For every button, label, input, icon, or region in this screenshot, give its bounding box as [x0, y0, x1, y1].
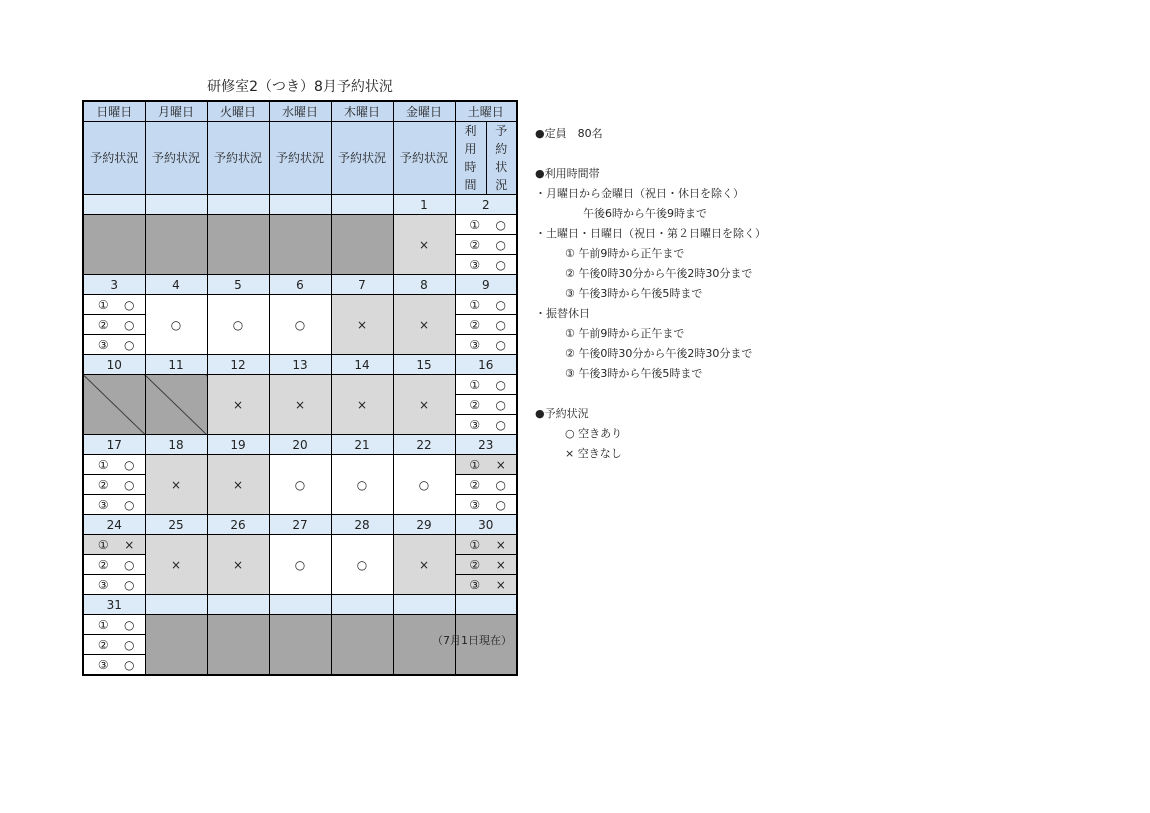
weekday-header: 土曜日 — [455, 101, 517, 122]
slot-status — [83, 455, 145, 475]
day-status — [331, 295, 393, 355]
open-mark: ○ — [495, 217, 506, 232]
status-subheader-row — [83, 122, 517, 195]
calendar-body — [83, 101, 517, 675]
day-status — [269, 455, 331, 515]
day-status — [393, 295, 455, 355]
slot-number: ② — [97, 637, 109, 652]
slot-number: ② — [469, 317, 481, 332]
weekday-header: 水曜日 — [269, 101, 331, 122]
full-mark: × — [495, 557, 506, 572]
day-number — [269, 195, 331, 215]
slot-status — [83, 495, 145, 515]
open-mark: ○ — [124, 457, 135, 472]
status-subheader: 予約状況 — [207, 122, 269, 195]
day-status — [393, 455, 455, 515]
status-row — [83, 535, 517, 555]
time-subheader — [455, 122, 486, 195]
weekend-label: ・土曜日・日曜日（祝日・第２日曜日を除く） — [535, 227, 766, 240]
day-number — [207, 195, 269, 215]
full-mark: × — [356, 397, 368, 412]
full-mark: × — [418, 557, 430, 572]
slot-status — [83, 575, 145, 595]
day-number: 21 — [331, 435, 393, 455]
day-number: 30 — [455, 515, 517, 535]
day-status — [393, 535, 455, 595]
day-number-row — [83, 275, 517, 295]
full-mark: × — [418, 397, 430, 412]
weekday-header: 日曜日 — [83, 101, 145, 122]
day-number: 8 — [393, 275, 455, 295]
day-number — [83, 195, 145, 215]
open-mark: ○ — [124, 337, 135, 352]
slot-status — [83, 555, 145, 575]
slot-number: ① — [97, 297, 109, 312]
day-number: 6 — [269, 275, 331, 295]
day-status — [145, 295, 207, 355]
open-mark: ○ — [495, 377, 506, 392]
slot-number: ③ — [469, 337, 481, 352]
unavailable-cell — [145, 215, 207, 275]
open-mark: ○ — [124, 497, 135, 512]
status-subheader: 予約状況 — [145, 122, 207, 195]
day-number — [269, 595, 331, 615]
closed-cell — [145, 375, 207, 435]
day-number — [207, 595, 269, 615]
slot-status — [455, 415, 517, 435]
slot-number: ③ — [469, 257, 481, 272]
day-number: 17 — [83, 435, 145, 455]
open-mark: ○ — [495, 317, 506, 332]
day-number-row — [83, 435, 517, 455]
status-open: ○ 空きあり — [565, 427, 623, 440]
slot-number: ① — [469, 457, 481, 472]
open-mark: ○ — [124, 557, 135, 572]
holiday-slot: ③ 午後3時から午後5時まで — [565, 367, 703, 380]
slot-number: ① — [97, 537, 109, 552]
calendar-title: 研修室2（つき）8月予約状況 — [207, 79, 393, 95]
open-mark: ○ — [495, 337, 506, 352]
day-number: 26 — [207, 515, 269, 535]
slot-status — [455, 235, 517, 255]
slot-number: ② — [469, 397, 481, 412]
slot-number: ③ — [97, 497, 109, 512]
slot-status — [83, 335, 145, 355]
day-number: 19 — [207, 435, 269, 455]
day-number-row — [83, 355, 517, 375]
day-number: 11 — [145, 355, 207, 375]
day-number: 13 — [269, 355, 331, 375]
hours-heading: ●利用時間帯 — [535, 167, 600, 180]
open-mark: ○ — [495, 257, 506, 272]
slot-status — [83, 475, 145, 495]
open-mark: ○ — [170, 317, 182, 332]
open-mark: ○ — [356, 477, 368, 492]
day-number: 16 — [455, 355, 517, 375]
slot-status — [455, 395, 517, 415]
as-of-date: （7月1日現在） — [432, 634, 512, 647]
slot-number: ② — [97, 557, 109, 572]
day-number: 9 — [455, 275, 517, 295]
holiday-slot: ① 午前9時から正午まで — [565, 327, 685, 340]
day-number: 2 — [455, 195, 517, 215]
slot-status — [455, 295, 517, 315]
open-mark: ○ — [232, 317, 244, 332]
open-mark: ○ — [294, 557, 306, 572]
slot-number: ③ — [469, 577, 481, 592]
weekend-slot: ③ 午後3時から午後5時まで — [565, 287, 703, 300]
slot-number: ③ — [97, 337, 109, 352]
full-mark: × — [495, 537, 506, 552]
slot-number: ① — [97, 617, 109, 632]
day-number — [331, 195, 393, 215]
open-mark: ○ — [124, 577, 135, 592]
slot-number: ② — [97, 477, 109, 492]
slot-number: ① — [469, 217, 481, 232]
full-mark: × — [232, 557, 244, 572]
slot-status — [455, 335, 517, 355]
weekday-header: 火曜日 — [207, 101, 269, 122]
slot-status — [83, 295, 145, 315]
full-mark: × — [170, 477, 182, 492]
slot-status — [455, 455, 517, 475]
time-subheader-label: 利用時間 — [464, 124, 477, 192]
day-number — [455, 595, 517, 615]
slot-status — [455, 375, 517, 395]
day-status — [331, 535, 393, 595]
day-status — [207, 295, 269, 355]
slot-number: ③ — [97, 577, 109, 592]
day-number: 10 — [83, 355, 145, 375]
full-mark: × — [170, 557, 182, 572]
day-status — [269, 535, 331, 595]
slot-number: ③ — [469, 417, 481, 432]
day-status — [393, 215, 455, 275]
weekday-time: 午後6時から午後9時まで — [583, 207, 707, 220]
day-number: 18 — [145, 435, 207, 455]
status-subheader: 予約状況 — [269, 122, 331, 195]
full-mark: × — [294, 397, 306, 412]
reservation-calendar — [82, 100, 518, 676]
slot-status — [455, 555, 517, 575]
status-full: × 空きなし — [565, 447, 622, 460]
slot-number: ① — [469, 537, 481, 552]
slot-status — [455, 535, 517, 555]
capacity: ●定員 80名 — [535, 127, 603, 140]
unavailable-cell — [207, 215, 269, 275]
slot-status — [455, 475, 517, 495]
slot-number: ② — [97, 317, 109, 332]
slot-status — [455, 495, 517, 515]
status-row — [83, 375, 517, 395]
full-mark: × — [418, 237, 430, 252]
slot-status — [455, 575, 517, 595]
open-mark: ○ — [356, 557, 368, 572]
status-heading: ●予約状況 — [535, 407, 589, 420]
full-mark: × — [232, 397, 244, 412]
unavailable-cell — [83, 215, 145, 275]
day-status — [145, 455, 207, 515]
day-number — [393, 595, 455, 615]
full-mark: × — [495, 577, 506, 592]
slot-status — [83, 535, 145, 555]
status-subheader-label: 予約状況 — [495, 124, 508, 192]
full-mark: × — [495, 457, 506, 472]
slot-number: ③ — [97, 657, 109, 672]
day-status — [207, 455, 269, 515]
open-mark: ○ — [124, 477, 135, 492]
day-status — [393, 375, 455, 435]
open-mark: ○ — [495, 397, 506, 412]
slot-number: ② — [469, 477, 481, 492]
unavailable-cell — [269, 215, 331, 275]
open-mark: ○ — [495, 497, 506, 512]
open-mark: ○ — [124, 617, 135, 632]
status-subheader: 予約状況 — [331, 122, 393, 195]
slot-number: ① — [469, 297, 481, 312]
slot-number: ① — [97, 457, 109, 472]
status-row — [83, 295, 517, 315]
open-mark: ○ — [124, 637, 135, 652]
slot-number: ③ — [469, 497, 481, 512]
slot-number: ② — [469, 237, 481, 252]
slot-number: ② — [469, 557, 481, 572]
day-number-row — [83, 515, 517, 535]
weekday-header-row — [83, 101, 517, 122]
day-status — [331, 375, 393, 435]
full-mark: × — [418, 317, 430, 332]
day-number: 31 — [83, 595, 145, 615]
slot-status — [455, 255, 517, 275]
open-mark: ○ — [495, 477, 506, 492]
open-mark: ○ — [124, 297, 135, 312]
holiday-slot: ② 午後0時30分から午後2時30分まで — [565, 347, 753, 360]
full-mark: × — [124, 537, 135, 552]
day-number: 5 — [207, 275, 269, 295]
status-row — [83, 455, 517, 475]
day-number: 12 — [207, 355, 269, 375]
slot-status — [455, 215, 517, 235]
slot-status — [455, 315, 517, 335]
slot-status — [83, 655, 145, 676]
day-number: 20 — [269, 435, 331, 455]
full-mark: × — [356, 317, 368, 332]
slot-status — [83, 315, 145, 335]
day-number: 3 — [83, 275, 145, 295]
open-mark: ○ — [124, 317, 135, 332]
day-status — [331, 455, 393, 515]
day-number-row — [83, 195, 517, 215]
weekday-header: 金曜日 — [393, 101, 455, 122]
day-number — [145, 195, 207, 215]
status-subheader: 予約状況 — [393, 122, 455, 195]
day-number: 14 — [331, 355, 393, 375]
day-number — [145, 595, 207, 615]
status-subheader: 予約状況 — [83, 122, 145, 195]
slot-number: ① — [469, 377, 481, 392]
day-number: 23 — [455, 435, 517, 455]
status-row — [83, 215, 517, 235]
open-mark: ○ — [495, 297, 506, 312]
day-status — [207, 535, 269, 595]
weekday-label: ・月曜日から金曜日（祝日・休日を除く） — [535, 187, 744, 200]
day-number: 4 — [145, 275, 207, 295]
day-number: 24 — [83, 515, 145, 535]
day-number — [331, 595, 393, 615]
day-number: 27 — [269, 515, 331, 535]
day-status — [145, 535, 207, 595]
full-mark: × — [232, 477, 244, 492]
day-number: 15 — [393, 355, 455, 375]
day-number: 7 — [331, 275, 393, 295]
open-mark: ○ — [495, 417, 506, 432]
weekday-header: 木曜日 — [331, 101, 393, 122]
legend — [535, 124, 1125, 464]
day-number: 29 — [393, 515, 455, 535]
day-status — [269, 295, 331, 355]
day-number-row — [83, 595, 517, 615]
open-mark: ○ — [124, 657, 135, 672]
day-status — [269, 375, 331, 435]
open-mark: ○ — [294, 477, 306, 492]
unavailable-cell — [331, 215, 393, 275]
day-number: 22 — [393, 435, 455, 455]
day-number: 25 — [145, 515, 207, 535]
weekend-slot: ② 午後0時30分から午後2時30分まで — [565, 267, 753, 280]
day-status — [207, 375, 269, 435]
weekday-header: 月曜日 — [145, 101, 207, 122]
day-number: 28 — [331, 515, 393, 535]
closed-cell — [83, 375, 145, 435]
day-number: 1 — [393, 195, 455, 215]
weekend-slot: ① 午前9時から正午まで — [565, 247, 685, 260]
open-mark: ○ — [418, 477, 430, 492]
holiday-label: ・振替休日 — [535, 307, 590, 320]
status-subheader — [486, 122, 517, 195]
open-mark: ○ — [495, 237, 506, 252]
open-mark: ○ — [294, 317, 306, 332]
